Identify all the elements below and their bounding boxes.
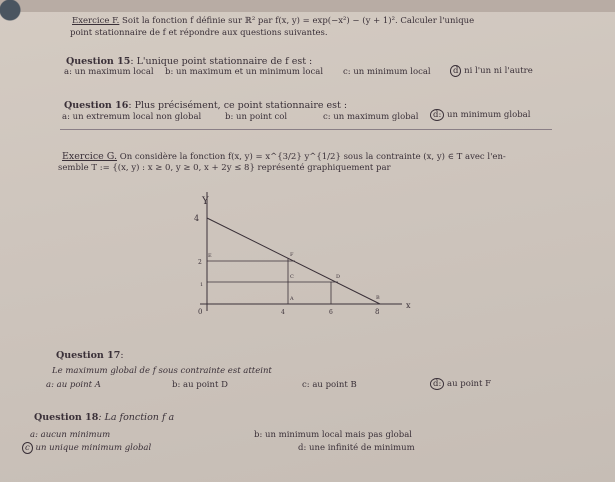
question-16-option-b[interactable]: b: un point col: [225, 112, 288, 122]
question-16-text: : Plus précisément, ce point stationnaire est :: [128, 100, 348, 111]
question-18-option-b[interactable]: b: un minimum local mais pas global: [254, 430, 412, 440]
question-17-text: Le maximum global de f sous contrainte est atteint: [52, 366, 272, 376]
point-e: E: [208, 253, 212, 259]
question-18-option-d[interactable]: d: une infinité de minimum: [298, 443, 415, 453]
point-f: F: [290, 252, 294, 258]
binder-clip-corner: [0, 0, 40, 40]
question-16-option-d[interactable]: [430, 110, 530, 120]
y-tick-4: 4: [194, 214, 200, 223]
question-17-option-a[interactable]: a: au point A: [46, 380, 101, 390]
point-d: D: [336, 274, 341, 280]
constraint-region-graph: [180, 186, 420, 326]
exercise-f-statement: Soit la fonction f définie sur ℝ² par f(x, y) = exp(−x²) − (y + 1)². Calculer l'unique: [122, 16, 475, 26]
x-tick-6: 6: [329, 309, 333, 316]
question-15-option-c[interactable]: c: un minimum local: [343, 67, 431, 77]
question-18-text: : La fonction f a: [98, 412, 175, 423]
point-c: C: [290, 274, 294, 280]
exercise-f-title: Exercice F.: [72, 16, 120, 26]
y-tick-1: 1: [200, 282, 204, 288]
question-15-option-d-text: ni l'un ni l'autre: [464, 66, 533, 76]
paper-top-edge: [0, 0, 615, 12]
exercise-f-line2: point stationnaire de f et répondre aux questions suivantes.: [70, 28, 328, 38]
question-15-option-d-circled: d: [450, 65, 461, 77]
exercise-g-title: Exercice G.: [62, 151, 118, 162]
question-18-option-a[interactable]: a: aucun minimum: [30, 430, 111, 440]
question-17: [56, 350, 124, 361]
question-15-text: : L'unique point stationnaire de f est :: [130, 56, 313, 67]
question-17-option-d[interactable]: [430, 379, 491, 389]
question-15-option-a[interactable]: a: un maximum local: [64, 67, 154, 77]
question-16-option-d-circled: d:: [430, 109, 444, 121]
x-tick-8: 8: [375, 308, 380, 316]
x-tick-0: 0: [198, 308, 203, 316]
exercise-f-line1: [72, 16, 474, 26]
question-17-option-b[interactable]: b: au point D: [172, 380, 228, 390]
point-a: A: [290, 296, 294, 302]
question-18-option-c-text: un unique minimum global: [35, 443, 152, 453]
x-axis-label: x: [406, 301, 411, 310]
question-16-option-a[interactable]: a: un extremum local non global: [62, 112, 202, 122]
point-b: B: [376, 295, 380, 301]
question-16-option-c[interactable]: c: un maximum global: [323, 112, 419, 122]
question-17-colon: :: [120, 350, 124, 361]
question-18-option-c[interactable]: [22, 443, 151, 453]
question-16-option-d-text: un minimum global: [447, 110, 531, 120]
x-tick-4: 4: [281, 309, 285, 316]
exercise-g-statement: On considère la fonction f(x, y) = x^{3/2} y^{1/2} sous la contrainte (x, y) ∈ T avec l'en-: [119, 152, 506, 162]
question-15-label: Question 15: [66, 56, 131, 67]
question-15: [66, 56, 312, 67]
question-18-option-c-circled: c: [22, 442, 33, 454]
exercise-g-line2: semble T := {(x, y) : x ≥ 0, y ≥ 0, x + 2y ≤ 8} représenté graphiquement par: [58, 163, 391, 173]
question-16-label: Question 16: [64, 100, 129, 111]
question-17-option-d-circled: d:: [430, 378, 444, 390]
section-divider: [60, 129, 552, 130]
y-axis-label: Y: [202, 196, 209, 207]
exercise-g-line1: [62, 151, 506, 162]
question-15-option-b[interactable]: b: un maximum et un minimum local: [165, 67, 324, 77]
question-17-label: Question 17: [56, 350, 121, 361]
question-16: [64, 100, 347, 111]
question-15-option-d[interactable]: [450, 66, 533, 76]
question-18: [34, 412, 174, 423]
y-tick-2: 2: [198, 259, 202, 266]
question-17-option-c[interactable]: c: au point B: [302, 380, 357, 390]
question-17-option-d-text: au point F: [447, 379, 492, 389]
question-18-label: Question 18: [34, 412, 99, 423]
